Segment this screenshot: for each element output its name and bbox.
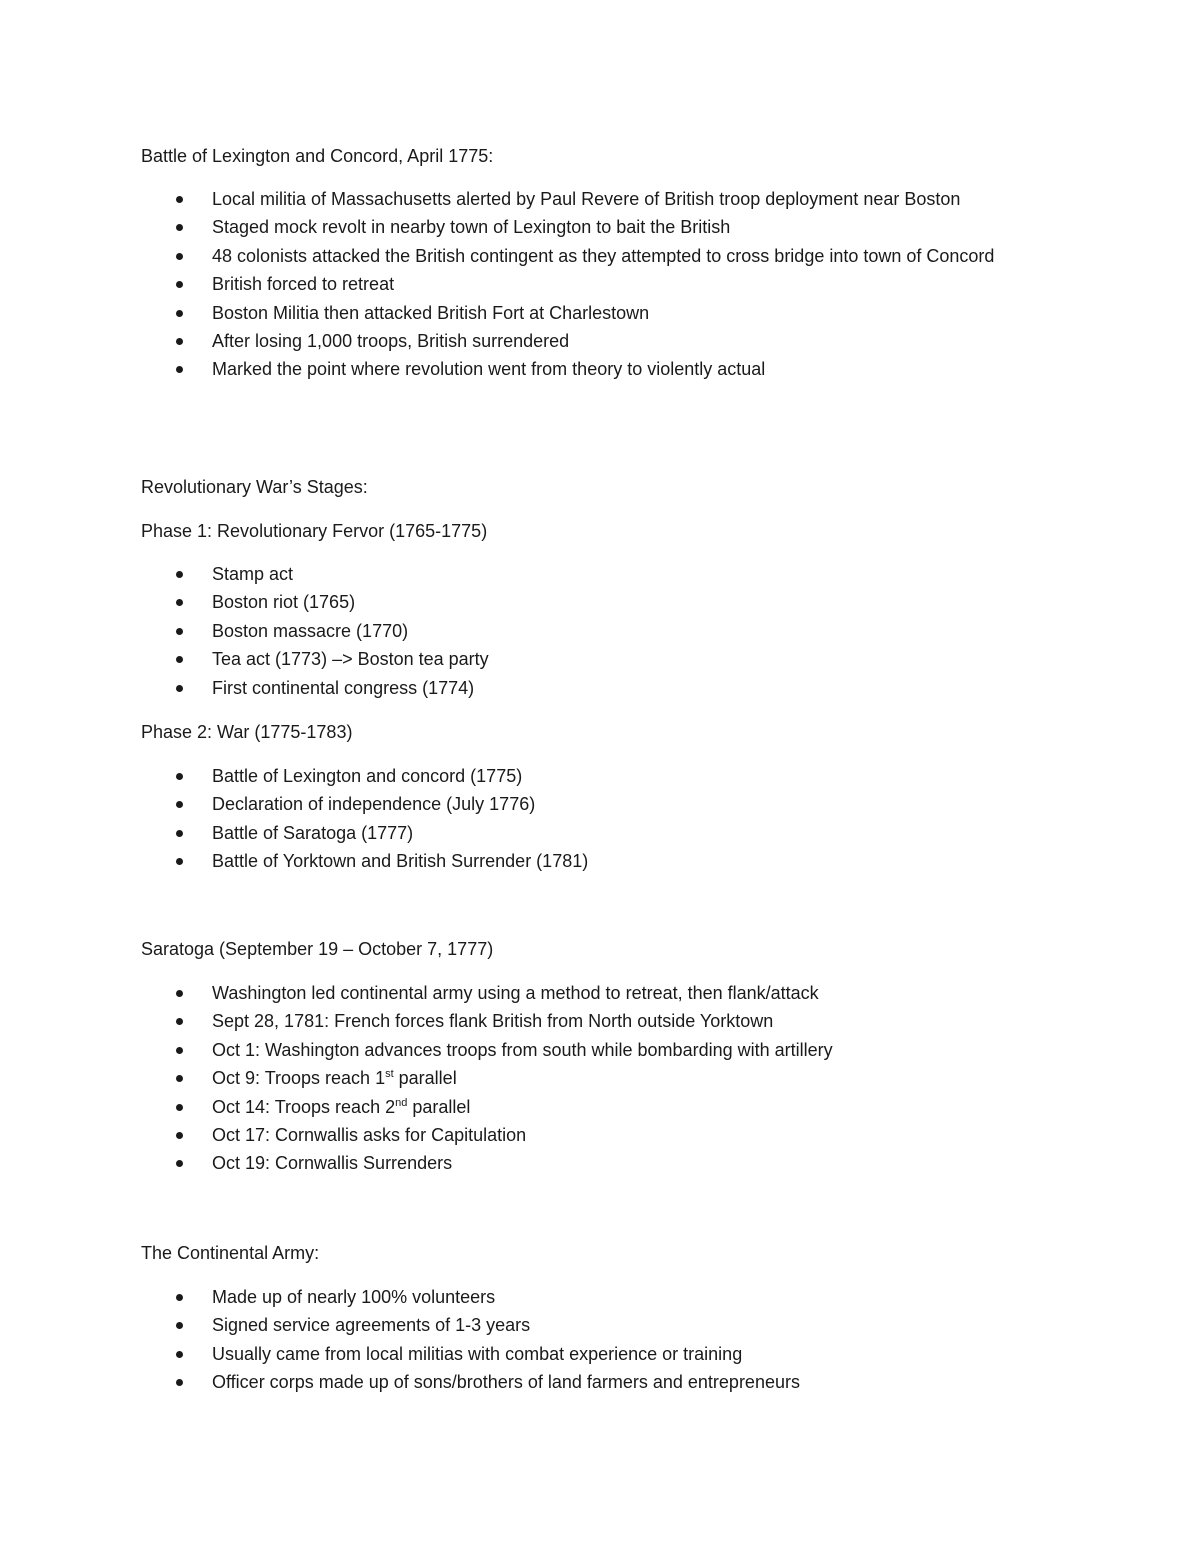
list-item: After losing 1,000 troops, British surrendered <box>0 327 1012 355</box>
list-item: Declaration of independence (July 1776) <box>0 790 1012 818</box>
bullet-icon <box>176 801 183 808</box>
bullet-icon <box>176 858 183 865</box>
section-heading-army: The Continental Army: <box>141 1243 320 1263</box>
list-item: British forced to retreat <box>0 270 1012 298</box>
list-item: Tea act (1773) –> Boston tea party <box>0 645 1012 673</box>
phase1-heading: Phase 1: Revolutionary Fervor (1765-1775) <box>141 521 488 541</box>
list-item: Usually came from local militias with combat experience or training <box>0 1340 1012 1368</box>
bullet-icon <box>176 281 183 288</box>
section-heading-stages: Revolutionary War’s Stages: <box>141 477 368 497</box>
bullet-icon <box>176 1018 183 1025</box>
bullet-icon <box>176 338 183 345</box>
list-item: Local militia of Massachusetts alerted by Paul Revere of British troop deployment near Boston <box>0 185 1012 213</box>
bullet-icon <box>176 599 183 606</box>
bullet-icon <box>176 990 183 997</box>
bullet-icon <box>176 1047 183 1054</box>
bullet-icon <box>176 1322 183 1329</box>
bullet-icon <box>176 628 183 635</box>
list-item: Oct 19: Cornwallis Surrenders <box>0 1149 1012 1177</box>
list-item: Battle of Lexington and concord (1775) <box>0 762 1012 790</box>
bullet-icon <box>176 1160 183 1167</box>
list-item: Oct 9: Troops reach 1st parallel <box>0 1064 1012 1092</box>
bullet-icon <box>176 685 183 692</box>
bullet-icon <box>176 1294 183 1301</box>
list-item: Boston riot (1765) <box>0 588 1012 616</box>
list-item: Staged mock revolt in nearby town of Lexington to bait the British <box>0 213 1012 241</box>
saratoga-list <box>0 979 1200 1178</box>
phase1-list <box>0 560 1200 702</box>
list-item: Boston massacre (1770) <box>0 617 1012 645</box>
bullet-icon <box>176 1104 183 1111</box>
list-item: Sept 28, 1781: French forces flank British from North outside Yorktown <box>0 1007 1012 1035</box>
bullet-icon <box>176 366 183 373</box>
bullet-icon <box>176 253 183 260</box>
army-list <box>0 1283 1200 1397</box>
list-item: Oct 1: Washington advances troops from south while bombarding with artillery <box>0 1036 1012 1064</box>
lexington-list <box>0 185 1200 384</box>
bullet-icon <box>176 196 183 203</box>
list-item: Made up of nearly 100% volunteers <box>0 1283 1012 1311</box>
list-item: Officer corps made up of sons/brothers of land farmers and entrepreneurs <box>0 1368 1012 1396</box>
bullet-icon <box>176 571 183 578</box>
phase2-heading: Phase 2: War (1775-1783) <box>141 722 353 742</box>
list-item: Boston Militia then attacked British Fort at Charlestown <box>0 299 1012 327</box>
section-heading-lexington: Battle of Lexington and Concord, April 1775: <box>141 146 494 166</box>
list-item: Marked the point where revolution went from theory to violently actual <box>0 355 1012 383</box>
list-item: 48 colonists attacked the British contingent as they attempted to cross bridge into town of Concord <box>0 242 1012 270</box>
bullet-icon <box>176 1379 183 1386</box>
bullet-icon <box>176 1351 183 1358</box>
bullet-icon <box>176 224 183 231</box>
list-item: First continental congress (1774) <box>0 674 1012 702</box>
list-item: Battle of Yorktown and British Surrender (1781) <box>0 847 1012 875</box>
bullet-icon <box>176 310 183 317</box>
bullet-icon <box>176 1132 183 1139</box>
bullet-icon <box>176 773 183 780</box>
section-heading-saratoga: Saratoga (September 19 – October 7, 1777) <box>141 939 494 959</box>
bullet-icon <box>176 656 183 663</box>
list-item: Stamp act <box>0 560 1012 588</box>
list-item: Signed service agreements of 1-3 years <box>0 1311 1012 1339</box>
list-item: Washington led continental army using a method to retreat, then flank/attack <box>0 979 1012 1007</box>
phase2-list <box>0 762 1200 876</box>
bullet-icon <box>176 1075 183 1082</box>
bullet-icon <box>176 830 183 837</box>
list-item: Oct 17: Cornwallis asks for Capitulation <box>0 1121 1012 1149</box>
list-item: Oct 14: Troops reach 2nd parallel <box>0 1093 1012 1121</box>
list-item: Battle of Saratoga (1777) <box>0 819 1012 847</box>
